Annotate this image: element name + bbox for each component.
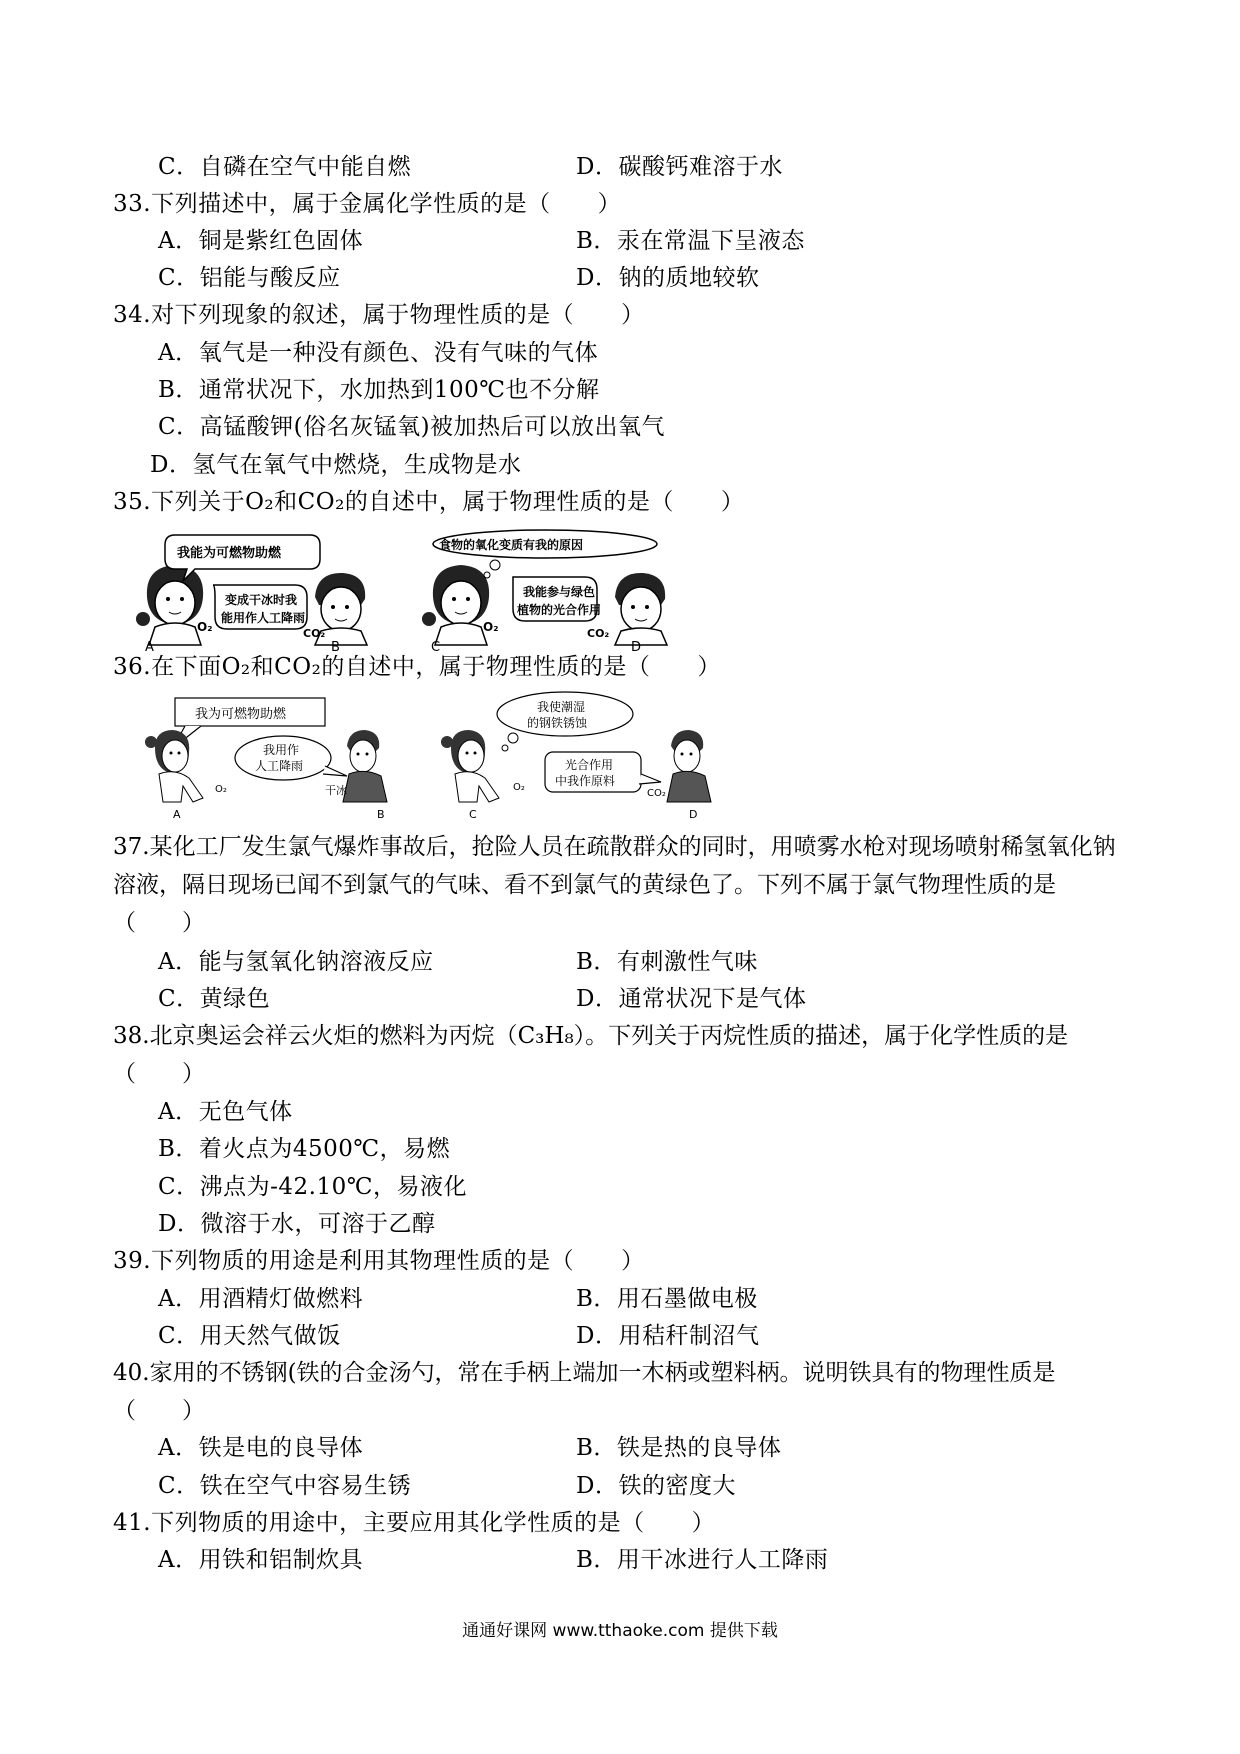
q40-option-a: A．铁是电的良导体 [158,1435,364,1461]
question-40: 40.家用的不锈钢(铁的合金汤勺，常在手柄上端加一木柄或塑料柄。说明铁具有的物理性质是（ ） [113,1360,1056,1424]
q38-option-d: D．微溶于水，可溶于乙醇 [158,1211,436,1237]
q39-option-a: A．用酒精灯做燃料 [158,1286,364,1312]
co2-label-b: CO₂ [303,627,326,640]
question-35: 35.下列关于O₂和CO₂的自述中，属于物理性质的是（ ） [113,489,745,515]
page-footer: 通通好课网 www.tthaoke.com 提供下载 [462,1621,778,1641]
o2-label-c: O₂ [483,620,499,634]
q37-option-d: D．通常状况下是气体 [576,986,807,1012]
q34-option-d: D．氢气在氧气中燃烧，生成物是水 [150,452,522,478]
q34-option-a: A．氧气是一种没有颜色、没有气味的气体 [158,340,599,366]
co2-label-d: CO₂ [647,788,666,799]
q35-illustration [135,527,745,652]
label-c: C [469,808,477,820]
question-39: 39.下列物质的用途是利用其物理性质的是（ ） [113,1248,645,1274]
bubble-c-text: 食物的氧化变质有我的原因 [439,538,584,552]
q37-option-a: A．能与氢氧化钠溶液反应 [158,949,434,975]
bubble-a-text: 我为可燃物助燃 [195,707,287,722]
question-34: 34.对下列现象的叙述，属于物理性质的是（ ） [113,302,645,328]
q36-illustration [115,690,835,820]
label-d: D [689,808,698,820]
q39-option-b: B．用石墨做电极 [576,1286,758,1312]
q32-option-c: C．自磷在空气中能自燃 [158,154,412,180]
q41-option-a: A．用铁和铝制炊具 [158,1547,364,1573]
q37-option-c: C．黄绿色 [158,986,271,1012]
q33-option-d: D．钠的质地较软 [576,265,760,291]
question-37: 37.某化工厂发生氯气爆炸事故后，抢险人员在疏散群众的同时，用喷雾水枪对现场喷射稀氢氧化钠溶液，隔日现场已闻不到氯气的气味、看不到氯气的黄绿色了。下列不属于氯气物理性质的是（ ） [113,834,1116,936]
bubble-b-text-2: 能用作人工降雨 [221,611,306,625]
label-c: C [431,640,441,652]
bubble-d-text-2: 中我作原料 [555,774,616,788]
o2-label-c: O₂ [513,782,525,793]
bubble-d-text-1: 我能参与绿色 [523,585,596,599]
label-a: A [173,808,181,820]
label-d: D [631,640,642,652]
girl-figure-a [145,730,203,802]
boy-figure-d [667,730,711,802]
q37-option-b: B．有刺激性气味 [576,949,758,975]
boy-figure-d [615,573,667,645]
q33-option-a: A．铜是紫红色固体 [158,228,364,254]
q41-option-b: B．用干冰进行人工降雨 [576,1547,829,1573]
bubble-b-text-1: 变成干冰时我 [225,593,298,607]
question-33: 33.下列描述中，属于金属化学性质的是（ ） [113,191,622,217]
label-a: A [145,640,154,652]
boy-figure-b [343,730,387,802]
girl-figure-c [441,730,499,802]
q38-option-a: A．无色气体 [158,1099,293,1125]
label-b: B [377,808,385,820]
co2-label-d: CO₂ [587,627,610,640]
question-38: 38.北京奥运会祥云火炬的燃料为丙烷（C₃H₈）。下列关于丙烷性质的描述，属于化学性质的是（ ） [113,1023,1069,1087]
q33-option-c: C．铝能与酸反应 [158,265,341,291]
q39-option-c: C．用天然气做饭 [158,1323,341,1349]
girl-figure-c [422,565,489,645]
question-41: 41.下列物质的用途中，主要应用其化学性质的是（ ） [113,1510,716,1536]
o2-label-a: O₂ [215,784,227,795]
q40-option-c: C．铁在空气中容易生锈 [158,1473,412,1499]
bubble-a-text: 我能为可燃物助燃 [177,546,282,561]
q38-option-b: B．着火点为4500℃，易燃 [158,1136,451,1162]
bubble-d-text-1: 光合作用 [565,758,614,772]
bubble-d-text-2: 植物的光合作用 [517,603,602,617]
q40-option-b: B．铁是热的良导体 [576,1435,782,1461]
q33-option-b: B．汞在常温下呈液态 [576,228,805,254]
bubble-b-text-2: 人工降雨 [255,759,304,773]
bubble-c-text-1: 我使潮湿 [537,700,586,714]
q34-option-b: B．通常状况下，水加热到100℃也不分解 [158,377,600,403]
label-b: B [331,640,340,652]
q39-option-d: D．用秸秆制沼气 [576,1323,760,1349]
o2-label-a: O₂ [197,620,213,634]
dry-ice-label: 干冰 [325,784,347,797]
q34-option-c: C．高锰酸钾(俗名灰锰氧)被加热后可以放出氧气 [158,414,666,440]
q40-option-d: D．铁的密度大 [576,1473,736,1499]
girl-figure-a [136,565,203,645]
q38-option-c: C．沸点为-42.10℃，易液化 [158,1174,467,1200]
question-36: 36.在下面O₂和CO₂的自述中，属于物理性质的是（ ） [113,654,721,680]
bubble-c-text-2: 的钢铁锈蚀 [527,716,588,730]
bubble-b-text-1: 我用作 [263,743,300,757]
q32-option-d: D．碳酸钙难溶于水 [576,154,783,180]
